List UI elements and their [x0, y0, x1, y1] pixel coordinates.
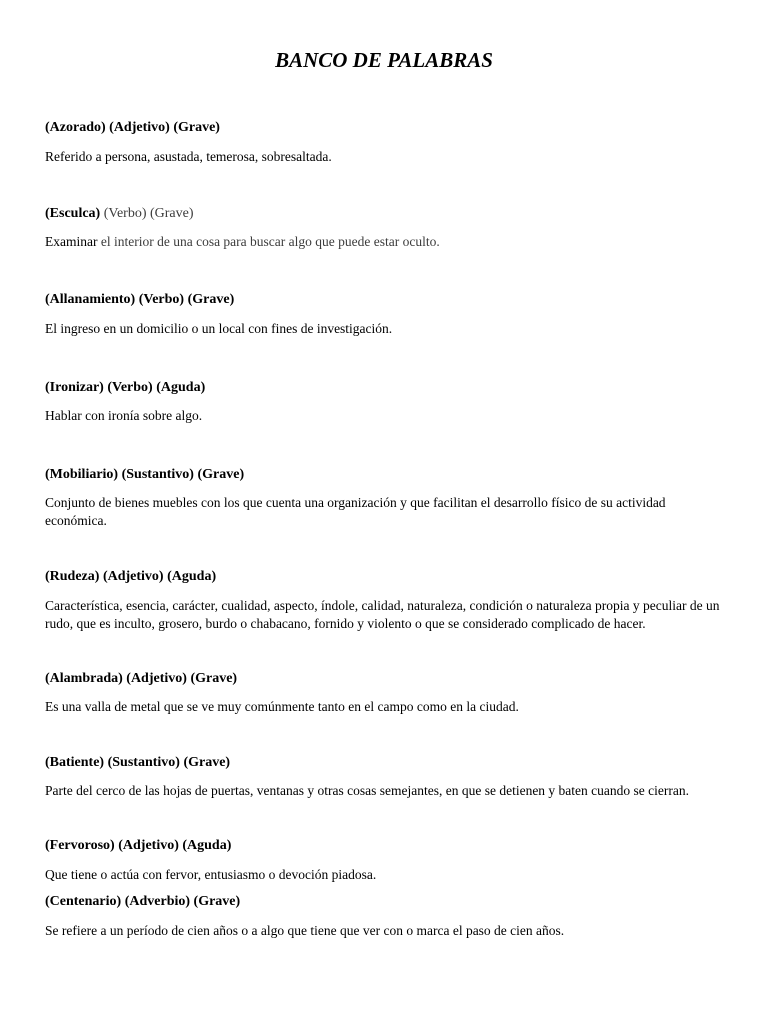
entry-word: (Centenario) — [45, 894, 122, 909]
entry-word: (Mobiliario) — [45, 467, 119, 482]
entry-type: (Adjetivo) — [109, 120, 170, 135]
entry-definition-azorado: Referido a persona, asustada, temerosa, sobresaltada. — [45, 149, 332, 164]
entry-stress: (Aguda) — [182, 838, 232, 853]
entry-definition-batiente: Parte del cerco de las hojas de puertas, ventanas y otras cosas semejantes, en que se detienen y baten cuando se cierran. — [45, 783, 689, 798]
entry-type: (Adjetivo) — [118, 838, 179, 853]
entry-stress: (Grave) — [149, 206, 194, 221]
entry-definition-centenario: Se refiere a un período de cien años o a algo que tiene que ver con o marca el paso de cien años. — [45, 923, 565, 938]
entry-definition-rest: el interior de una cosa para buscar algo que puede estar oculto. — [97, 234, 440, 249]
entry-definition-mobiliario: Conjunto de bienes muebles con los que cuenta una organización y que facilitan el desarrollo físico de su actividad económica. — [45, 495, 666, 528]
entry-word: (Fervoroso) — [45, 838, 115, 853]
entry-heading-azorado — [45, 119, 220, 137]
entry-type: (Sustantivo) — [121, 467, 194, 482]
entry-stress: (Grave) — [190, 671, 238, 686]
entry-heading-allanamiento — [45, 291, 234, 309]
entry-word: (Alambrada) — [45, 671, 123, 686]
entry-heading-rudeza — [45, 568, 216, 586]
entry-stress: (Grave) — [197, 467, 245, 482]
entry-heading-fervoroso — [45, 837, 231, 855]
entry-definition-fervoroso: Que tiene o actúa con fervor, entusiasmo o devoción piadosa. — [45, 867, 377, 882]
entry-stress: (Aguda) — [156, 380, 206, 395]
entry-type: (Verbo) — [138, 292, 185, 307]
entry-type: (Adjetivo) — [102, 569, 164, 584]
entry-stress: (Grave) — [187, 292, 235, 307]
entry-heading-mobiliario — [45, 466, 244, 484]
entry-word: (Ironizar) — [45, 380, 104, 395]
entry-stress: (Aguda) — [167, 569, 217, 584]
entry-word: (Rudeza) — [45, 569, 100, 584]
entry-word: (Batiente) — [45, 755, 105, 770]
page-title: BANCO DE PALABRAS — [275, 48, 493, 72]
entry-definition-lead: Examinar — [45, 234, 98, 249]
entry-stress: (Grave) — [183, 755, 231, 770]
entry-definition-allanamiento: El ingreso en un domicilio o un local con fines de investigación. — [45, 321, 393, 336]
entry-heading-centenario — [45, 893, 240, 911]
entry-word: (Esculca) — [45, 206, 101, 221]
entry-word: (Allanamiento) — [45, 292, 136, 307]
entry-definition-esculca — [45, 233, 725, 251]
entry-type: (Sustantivo) — [107, 755, 180, 770]
entry-heading-batiente — [45, 754, 230, 772]
entry-heading-ironizar — [45, 379, 205, 397]
entry-definition-ironizar: Hablar con ironía sobre algo. — [45, 408, 203, 423]
entry-word: (Azorado) — [45, 120, 106, 135]
entry-definition-alambrada: Es una valla de metal que se ve muy comúnmente tanto en el campo como en la ciudad. — [45, 699, 519, 714]
entry-stress: (Grave) — [173, 120, 220, 135]
entry-definition-rudeza: Característica, esencia, carácter, cualidad, aspecto, índole, calidad, naturaleza, condición o naturaleza propia y peculiar de un rudo, que es inculto, grosero, burdo o chabacano, fornido y violento o que se considerado complicado de hacer. — [45, 598, 720, 631]
entry-type: (Adjetivo) — [126, 671, 187, 686]
entry-stress: (Grave) — [193, 894, 241, 909]
entry-heading-alambrada — [45, 670, 237, 688]
entry-type: (Verbo) — [107, 380, 153, 395]
entry-type: (Verbo) — [103, 206, 147, 221]
entry-heading-esculca — [45, 205, 194, 223]
entry-type: (Adverbio) — [124, 894, 191, 909]
